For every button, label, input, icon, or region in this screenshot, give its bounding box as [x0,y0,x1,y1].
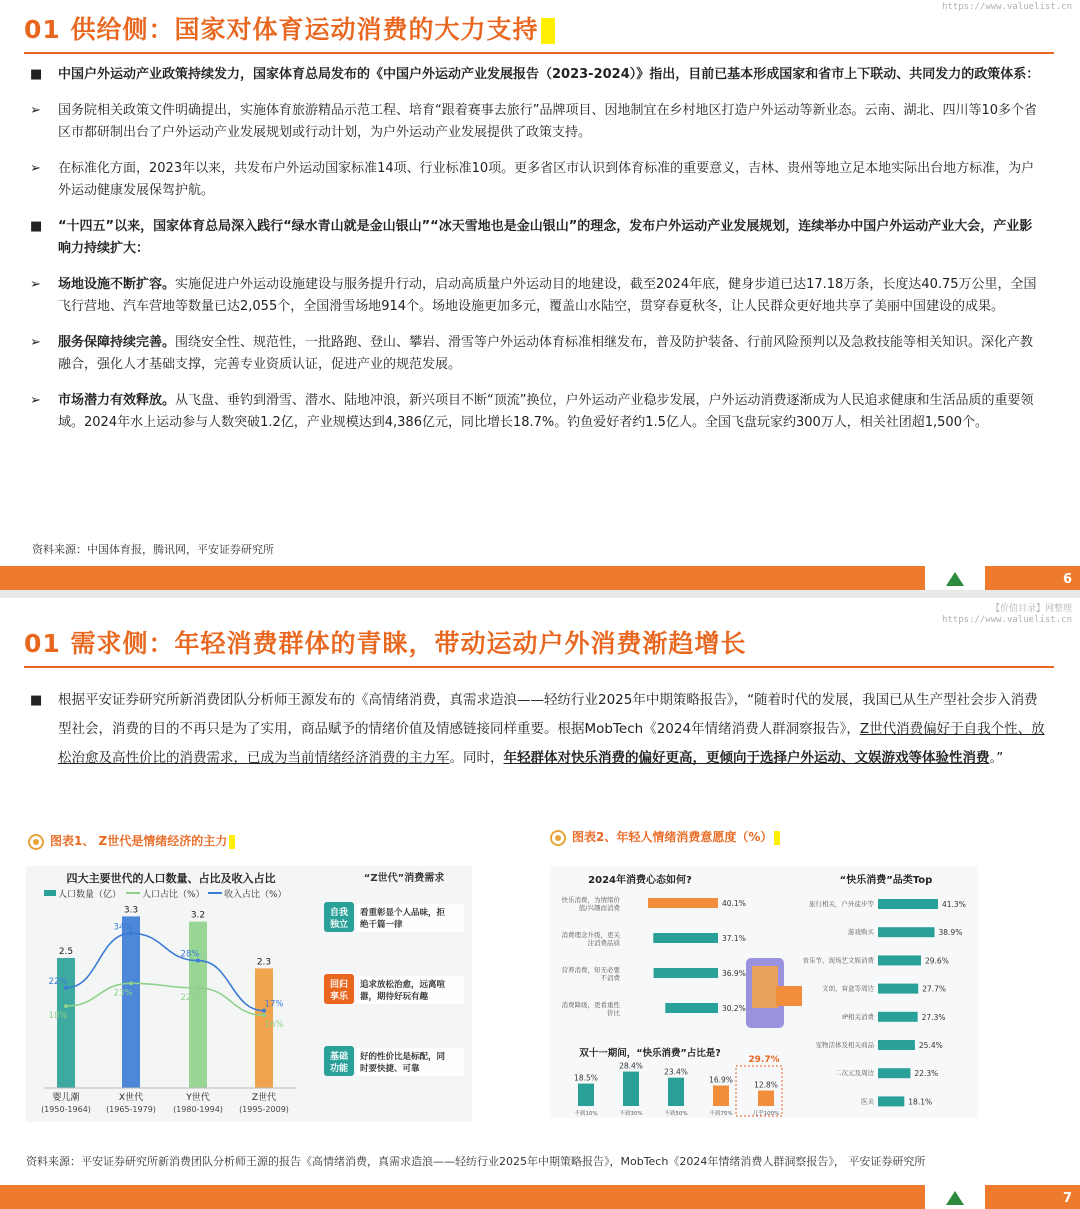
bar-value-label: 3.2 [190,910,206,921]
bar-value-label: 18.1% [908,1097,933,1107]
figure2-chart [550,866,978,1118]
population-share-line-label: 22% [180,992,200,1003]
x-tick-label: 婴儿潮 [52,1093,80,1103]
bar [122,916,140,1088]
need-tag-label: 独立 [329,920,349,930]
page-number: 6 [1062,572,1072,587]
figure2-title: 图表2、年轻人情绪消费意愿度（%） [550,828,780,846]
bullet-arrow: ➢ 市场潜力有效释放。从飞盘、垂钓到滑雪、潜水、陆地冲浪，新兴项目不断“顶流”换位，户外运动产业稳步发展，户外运动消费逐渐成为人民追求健康和生活品质的重要领域。2024年水上运动参与人数突破1.2亿，产业规模达到4,386亿元，同比增长18.7%。钓鱼爱好者约1.5亿人。全国飞盘玩家约300万人，相关社团超1,500个。 [30,393,1034,430]
bar [878,1012,918,1022]
x-tick-label: Z世代 [251,1093,277,1103]
bar [623,1072,639,1106]
need-text: 嚣，期待好玩有趣 [360,992,429,1002]
bar [878,899,938,909]
bar-value-label: 28.4% [619,1061,643,1071]
chart-title: 四大主要世代的人口数量、占比及收入占比 [66,872,276,885]
x-tick-sublabel: (1950-1964) [41,1105,91,1114]
chart-title: 双十一期间，“快乐消费”占比是? [579,1048,721,1059]
need-text: 时要快捷、可靠 [360,1064,420,1074]
x-tick-sublabel: (1995-2009) [239,1105,289,1114]
population-share-line-point [262,1013,266,1017]
population-share-line-point [196,986,200,990]
bar-value-label: 22.3% [914,1069,939,1079]
figure-icon [28,834,44,850]
figure1-title: 图表1、 Z世代是情绪经济的主力 [28,832,235,850]
bar-value-label: 29.6% [925,956,949,966]
category-label: IP相关消费 [842,1012,874,1021]
population-share-line-label: 16% [264,1020,284,1031]
box-illustration [776,986,802,1006]
figure1-chart [26,866,472,1122]
bullet-arrow: ➢ 国务院相关政策文件明确提出，实施体育旅游精品示范工程、培育“跟着赛事去旅行”品牌项目、因地制宜在乡村地区打造户外运动等新业态。云南、湖北、四川等10多个省区市都研制出台了户外运动产业发展规划或行动计划，为户外运动产业发展提供了政策支持。 [30,103,1038,140]
need-tag-label: 功能 [329,1064,349,1074]
title-rule [24,52,1054,54]
bar-value-label: 36.9% [722,969,746,978]
x-tick-sublabel: (1980-1994) [173,1105,223,1114]
x-tick-label: 不到10% [574,1111,598,1117]
population-share-line-label: 18% [48,1011,68,1022]
bullet-square: ■ 中国户外运动产业政策持续发力，国家体育总局发布的《中国户外运动产业发展报告（2023-2024）》指出，目前已基本形成国家和省市上下联动、共同发力的政策体系： [30,67,1040,82]
category-label: 音乐节、现场艺文娱消费 [802,956,874,965]
x-tick-sublabel: (1965-1979) [106,1105,156,1114]
slide-demand-side [0,598,1080,1209]
need-tag-label: 基础 [329,1052,349,1062]
title-rule [24,666,1054,668]
figure-icon [550,830,566,846]
x-tick-label: X世代 [118,1093,144,1103]
annotation: 29.7% [748,1055,780,1065]
bar [878,1096,904,1106]
bullet-arrow: ➢ 在标准化方面，2023年以来，共发布户外运动国家标准14项、行业标准10项。更多省区市认识到体育标准的重要意义，吉林、贵州等地立足本地实际出台地方标准，为户外运动健康发展保驾护航。 [30,161,1035,198]
bar-value-label: 40.1% [722,899,746,908]
figure2-panel [550,866,978,1118]
category-label: 文创、盲盒等周边 [822,984,874,993]
income-share-line-label: 22% [48,976,68,987]
bar-value-label: 18.5% [574,1073,598,1083]
category-label: 旅行相关，户外徒步等 [809,900,874,908]
page-title: 01 供给侧：国家对体育运动消费的大力支持 [24,10,555,46]
category-label: 医美 [861,1097,874,1106]
bar-value-label: 41.3% [942,900,966,909]
bar-value-label: 30.2% [722,1004,746,1013]
bar-value-label: 12.8% [754,1080,778,1090]
bar [713,1086,729,1106]
x-tick-label: 几乎100% [752,1111,780,1117]
bar-value-label: 27.7% [922,984,947,994]
watermark: 【价值目录】网整理 https://www.valuelist.cn [941,604,1072,625]
zgen-needs-title: “Z世代”消费需求 [363,873,445,884]
bar-value-label: 38.9% [938,928,963,938]
mindset-title: 2024年消费心态如何? [588,875,692,886]
category-label: 注消费品质 [587,939,620,947]
income-share-line-label: 34% [113,922,133,933]
footer-bar [0,566,1080,590]
category-label: 消费降级，更看重性 [561,1001,620,1009]
need-text: 看重彰显个人品味，拒 [360,908,446,918]
income-share-line-label: 28% [180,949,200,960]
bar-value-label: 25.4% [918,1041,943,1050]
need-text: 好的性价比是标配，同 [360,1052,446,1062]
watermark: https://www.valuelist.cn [941,2,1072,12]
bar-value-label: 2.3 [256,957,272,968]
bar [878,1040,915,1050]
source-note: 资料来源：中国体育报，腾讯网，平安证券研究所 [32,543,274,556]
slide-supply-side [0,0,1080,590]
x-tick-label: Y世代 [186,1093,210,1103]
category-label: 二次元及周边 [835,1069,874,1078]
logo-icon [946,1191,964,1205]
bar [189,922,207,1088]
category-label: 不消费 [600,974,620,982]
legend-item: 人口数量（亿） [58,890,122,900]
population-share-line-point [64,1004,68,1008]
need-tag-label: 自我 [329,908,349,918]
category-label: 消费理念升级，更关 [561,931,620,939]
bullet-arrow: ➢ 场地设施不断扩容。实施促进户外运动设施建设与服务提升行动，启动高质量户外运动目的地建设，截至2024年底，健身步道已达17.18万条，长度达40.75万公里，全国飞行营地、汽车营地等数量已达2,055个，全国滑雪场地914个。场地设施更加多元，覆盖山水陆空，贯穿春夏秋冬，让人民群众更好地共享了美丽中国建设的成果。 [30,277,1037,314]
population-share-line-label: 23% [113,988,133,999]
category-label: 营养消费，知无必要 [561,966,620,974]
category-label: 游戏购买 [848,928,874,937]
need-text: 追求放松治愈，远离喧 [360,980,446,990]
need-text: 绝千篇一律 [360,920,403,930]
population-share-line [66,983,264,1015]
income-share-line [66,933,264,1010]
population-share-line-point [129,981,133,985]
page-title: 01 需求侧：年轻消费群体的青睐，带动运动户外消费渐趋增长 [24,629,747,658]
bar [578,1084,594,1106]
bar [668,1078,684,1106]
bullet-square: ■ “十四五”以来，国家体育总局深入践行“绿水青山就是金山银山”“冰天雪地也是金山银山”的理念，发布户外运动产业发展规划，连续举办中国户外运动产业大会，产业影响力持续扩大： [30,219,1033,256]
category-label: 宠物活体及相关商品 [815,1041,874,1049]
content-block [30,686,1045,773]
bar [654,968,718,978]
bar [878,927,935,937]
bar [665,1003,718,1013]
bar [653,933,718,943]
logo-icon [946,572,964,586]
x-tick-label: 不到50% [664,1111,688,1117]
figure1-panel [26,866,472,1122]
bar [878,1068,910,1078]
page-number: 7 [1062,1191,1072,1206]
bullet-square: ■ 根据平安证券研究所新消费团队分析师王源发布的《高情绪消费，真需求造浪——轻纺行业2025年中期策略报告》，“随着时代的发展，我国已从生产型社会步入消费型社会，消费的目的不再只是为了实用，商品赋予的情绪价值及情感链接同样重要。根据MobTech《2024年情绪消费人群洞察报告》，Z世代消费偏好于自我个性、放松治愈及高性价比的消费需求，已成为当前情绪经济消费的主力军。同时，年轻群体对快乐消费的偏好更高，更倾向于选择户外运动、文娱游戏等体验性消费。” [30,692,1045,766]
bar-value-label: 37.1% [722,934,746,943]
source-note: 资料来源：平安证券研究所新消费团队分析师王源的报告《高情绪消费，真需求造浪——轻纺行业2025年中期策略报告》，MobTech《2024年情绪消费人群洞察报告》， 平安证券研究所 [26,1155,926,1168]
bar-value-label: 16.9% [709,1075,733,1085]
bar-value-label: 23.4% [664,1067,688,1077]
need-tag-label: 享乐 [329,992,349,1002]
bullet-arrow: ➢ 服务保障持续完善。围绕安全性、规范性，一批路跑、登山、攀岩、滑雪等户外运动体育标准相继发布，普及防护装备、行前风险预判以及急救技能等相关知识。深化产教融合，强化人才基础支撑，完善专业资质认证，促进产业的规范发展。 [30,335,1034,372]
category-label: 值/兴趣而消费 [578,904,620,912]
category-label: 快乐消费，为情绪价 [561,896,620,904]
legend-item: 收入占比（%） [224,890,287,900]
need-tag-label: 回归 [329,980,349,990]
category-title: “快乐消费”品类Top [839,875,933,886]
x-tick-label: 不到30% [619,1111,643,1117]
income-share-line-label: 17% [264,999,284,1010]
bar [648,898,718,908]
content-block [30,64,1045,434]
bar [878,955,921,965]
bar [878,984,918,994]
x-tick-label: 不到75% [709,1111,733,1117]
bar-value-label: 3.3 [123,905,139,916]
legend-item: 人口占比（%） [142,890,205,900]
bar-value-label: 2.5 [58,947,74,957]
bar [758,1090,774,1106]
bar-value-label: 27.3% [921,1012,946,1022]
category-label: 价比 [607,1009,620,1017]
footer-bar [0,1185,1080,1209]
